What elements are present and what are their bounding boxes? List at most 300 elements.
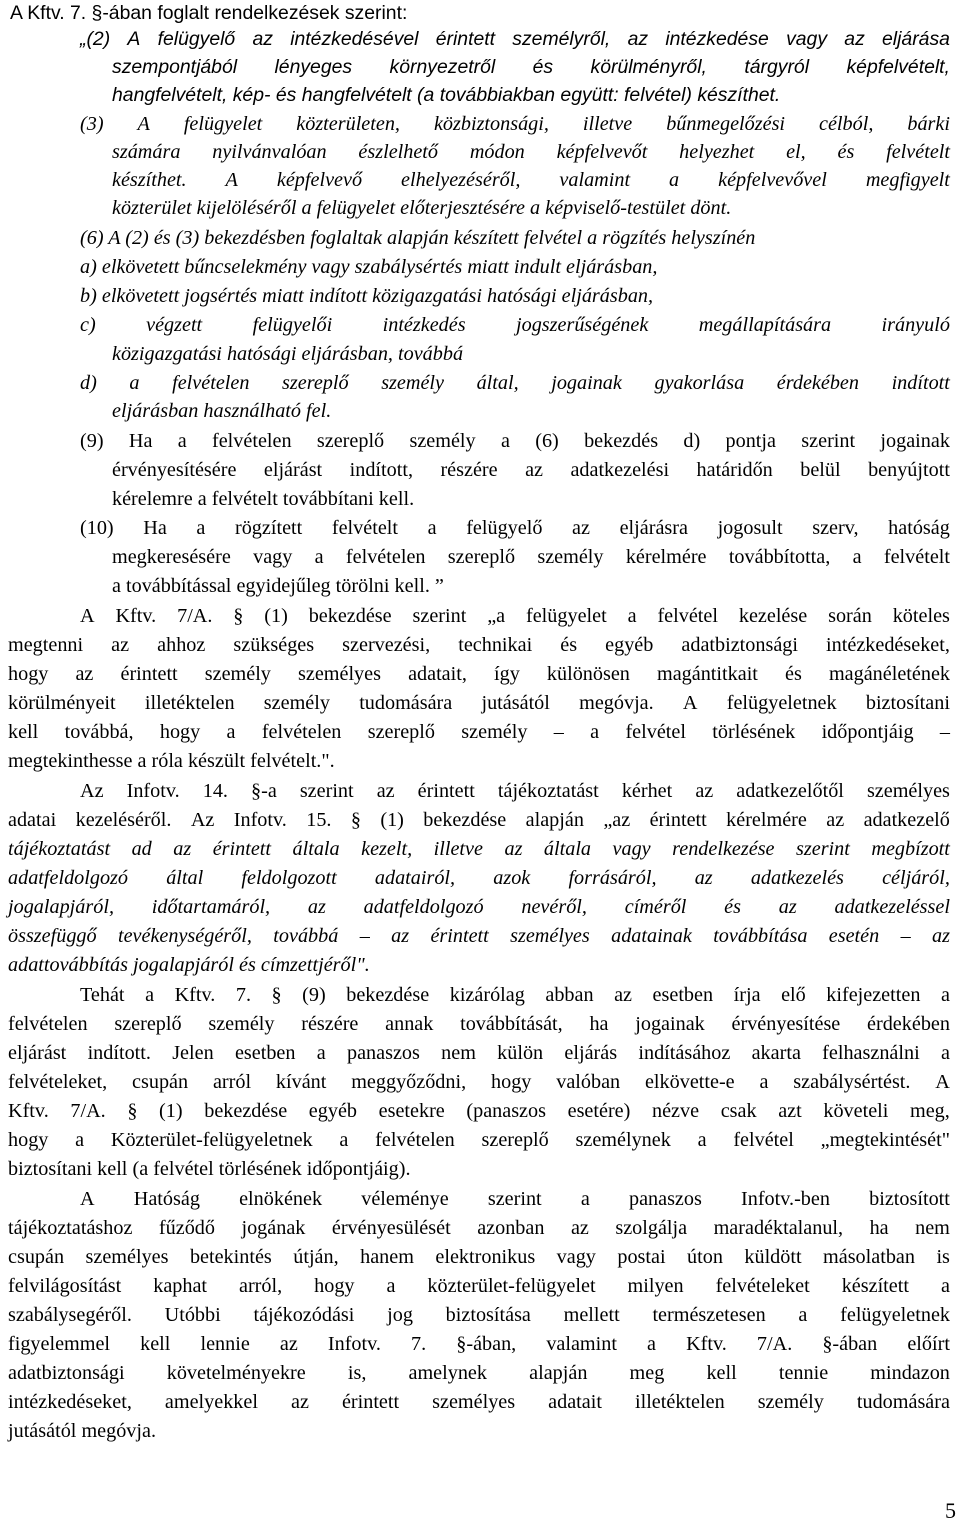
word: meg xyxy=(629,1362,665,1384)
word: amelynek xyxy=(408,1362,487,1384)
word: fűződő xyxy=(158,1217,215,1239)
text-line: jutásától megóvja. xyxy=(8,1420,157,1442)
word: vagy xyxy=(556,1246,596,1268)
word: ad xyxy=(131,838,152,860)
word: a xyxy=(590,721,600,743)
word: – xyxy=(939,721,950,743)
word: vagy xyxy=(253,546,293,568)
word: belül xyxy=(800,459,841,481)
word: tevékenységéről, xyxy=(117,925,252,947)
word: intézkedéseket, xyxy=(8,1391,132,1413)
word: címéről xyxy=(624,896,687,918)
word: hogy xyxy=(491,1071,532,1093)
text-line xyxy=(8,1215,950,1242)
word: vagy xyxy=(786,28,828,50)
word: felvételt xyxy=(886,141,950,163)
word: adatkezelés xyxy=(750,867,844,889)
word: a xyxy=(196,517,206,539)
word: a xyxy=(940,984,950,1006)
word: felvételen xyxy=(8,1013,88,1035)
word: felügyelői xyxy=(252,314,333,336)
word: jog xyxy=(387,1304,413,1326)
word: A xyxy=(80,1188,95,1210)
word: felvétel xyxy=(625,721,686,743)
word: tájékoztatást xyxy=(8,838,111,860)
text-line xyxy=(8,1127,950,1154)
word: a xyxy=(314,546,324,568)
word: megkeresésére xyxy=(112,546,231,568)
word: – xyxy=(359,925,370,947)
word: is, xyxy=(347,1362,367,1384)
word: az xyxy=(279,1333,298,1355)
word: szereplő xyxy=(114,1013,182,1035)
word: kell xyxy=(706,1362,737,1384)
text-line xyxy=(80,312,950,339)
word: megállapítására xyxy=(698,314,832,336)
text-line xyxy=(8,1040,950,1067)
word: (10) xyxy=(80,517,114,539)
word: személy xyxy=(204,663,271,685)
word: megóvja. xyxy=(579,692,654,714)
word: azt xyxy=(778,1100,802,1122)
word: feldolgozott xyxy=(241,867,337,889)
word: helyezhet xyxy=(679,141,755,163)
word: arról xyxy=(212,1071,252,1093)
word: érintett xyxy=(417,780,475,802)
word: érintett xyxy=(120,663,178,685)
word: általa xyxy=(292,838,340,860)
word: köteles xyxy=(892,605,950,627)
word: kifejezetten xyxy=(826,984,921,1006)
word: útján, xyxy=(293,1246,339,1268)
word: érintett xyxy=(212,838,272,860)
word: külön xyxy=(497,1042,544,1064)
text-line xyxy=(8,1244,950,1271)
word: forrásáról, xyxy=(568,867,657,889)
word: eljárást xyxy=(263,459,323,481)
word: az xyxy=(614,984,633,1006)
word: adatfeldolgozó xyxy=(8,867,129,889)
word: benyújtott xyxy=(868,459,950,481)
text-line xyxy=(112,139,950,166)
text-line xyxy=(8,690,950,717)
text-line xyxy=(8,894,950,921)
word: jogainak xyxy=(635,1013,705,1035)
word: személyes xyxy=(298,663,381,685)
word: és xyxy=(785,663,802,685)
word: közterület-felügyelet xyxy=(427,1275,596,1297)
word: A xyxy=(137,113,150,135)
word: megfigyelt xyxy=(865,169,950,191)
word: felvétel xyxy=(657,605,718,627)
word: felvilágosítást xyxy=(8,1275,122,1297)
word: a xyxy=(339,1129,349,1151)
word: hogy xyxy=(8,663,49,685)
word: a xyxy=(129,372,140,394)
text-line xyxy=(8,1011,950,1038)
page-number: 5 xyxy=(945,1498,956,1523)
word: érvényesülését xyxy=(331,1217,451,1239)
word: hogy xyxy=(159,721,201,743)
word: az xyxy=(173,838,192,860)
text-line: a) elkövetett bűncselekmény vagy szabálysértés miatt indult eljárásban, xyxy=(80,256,658,278)
word: csupán xyxy=(8,1246,65,1268)
word: a xyxy=(798,1304,808,1326)
word: szabálysegéről. xyxy=(8,1304,132,1326)
word: különösen xyxy=(546,663,630,685)
word: el, xyxy=(786,141,806,163)
word: szereplő xyxy=(481,1129,549,1151)
word: így xyxy=(494,663,520,685)
word: határidőn xyxy=(696,459,773,481)
word: adatkezelési xyxy=(570,459,670,481)
word: Tehát xyxy=(80,984,125,1006)
word: bárki xyxy=(907,113,950,135)
word: végzett xyxy=(146,314,203,336)
word: felügyeletnek xyxy=(726,692,837,714)
word: továbbította, xyxy=(728,546,831,568)
word: § xyxy=(233,605,244,627)
word: készített xyxy=(841,1275,909,1297)
word: technikai xyxy=(458,634,533,656)
word: (1) xyxy=(380,809,404,831)
text-line xyxy=(80,603,950,630)
word: szolgálja xyxy=(615,1217,688,1239)
word: érintett xyxy=(341,1391,400,1413)
word: a xyxy=(580,1188,590,1210)
word: elnökének xyxy=(239,1188,323,1210)
word: illetéktelen xyxy=(144,692,235,714)
word: eljárás xyxy=(564,1042,618,1064)
word: is xyxy=(936,1246,950,1268)
word: irányuló xyxy=(881,314,950,336)
word: továbbá xyxy=(273,925,339,947)
word: 7/A. xyxy=(177,605,213,627)
word: panaszos xyxy=(347,1042,420,1064)
word: körülményről, xyxy=(590,56,707,78)
word: a xyxy=(627,605,637,627)
word: biztosítása xyxy=(445,1304,531,1326)
word: nem xyxy=(915,1217,950,1239)
word: felvételen xyxy=(261,721,342,743)
word: esetben xyxy=(234,1042,296,1064)
word: készíthet. xyxy=(112,169,187,191)
word: „az xyxy=(603,809,631,831)
word: mellett xyxy=(563,1304,620,1326)
word: Kftv. xyxy=(686,1333,727,1355)
word: személy xyxy=(537,546,604,568)
word: „a xyxy=(487,605,506,627)
word: intézkedése xyxy=(665,28,769,50)
word: „(2) xyxy=(80,28,111,50)
word: adatait, xyxy=(408,663,467,685)
word: (1) xyxy=(159,1100,183,1122)
word: betekintés xyxy=(189,1246,272,1268)
text-line: adattovábbítás jogalapjáról és címzettjéről". xyxy=(8,954,370,976)
word: felhasználni xyxy=(822,1042,920,1064)
word: az xyxy=(932,925,950,947)
word: szerint xyxy=(299,780,354,802)
word: felvételen xyxy=(345,546,426,568)
word: a xyxy=(75,1129,85,1151)
word: tennie xyxy=(778,1362,829,1384)
word: amelyekkel xyxy=(164,1391,258,1413)
word: a xyxy=(647,1333,656,1355)
text-line: (6) A (2) és (3) bekezdésben foglaltak alapján készített felvétel a rögzítés helyszínén xyxy=(80,227,756,249)
word: Az xyxy=(80,780,104,802)
word: 7. xyxy=(235,984,251,1006)
word: A xyxy=(935,1071,950,1093)
word: magántitkait xyxy=(657,663,758,685)
word: a xyxy=(145,984,155,1006)
word: A xyxy=(80,605,95,627)
word: Infotv. xyxy=(233,809,287,831)
word: a xyxy=(177,430,187,452)
word: képfelvevővel xyxy=(718,169,827,191)
word: felvételen xyxy=(375,1129,455,1151)
word: úton xyxy=(687,1246,723,1268)
text-line xyxy=(8,1302,950,1329)
word: észlelhető xyxy=(358,141,439,163)
word: az xyxy=(111,634,130,656)
text-line xyxy=(80,515,950,542)
word: személyes xyxy=(85,1246,169,1268)
text-line xyxy=(80,26,950,53)
word: elhelyezéséről, xyxy=(401,169,521,191)
word: a xyxy=(386,1275,396,1297)
word: kaphat xyxy=(153,1275,208,1297)
word: adatkezelő xyxy=(863,809,950,831)
word: felvételen xyxy=(212,430,292,452)
word: valamint xyxy=(559,169,631,191)
word: kezeléséről. xyxy=(75,809,172,831)
word: annak xyxy=(385,1013,434,1035)
text-line xyxy=(8,836,950,863)
word: módon xyxy=(469,141,525,163)
word: továbbítása xyxy=(713,925,808,947)
text-line xyxy=(8,632,950,659)
word: A xyxy=(225,169,238,191)
word: egyéb xyxy=(605,634,654,656)
word: szervezési, xyxy=(342,634,431,656)
word: figyelemmel xyxy=(8,1333,111,1355)
word: hogy xyxy=(314,1275,355,1297)
word: bekezdése xyxy=(346,984,430,1006)
word: által xyxy=(166,867,204,889)
word: felügyelet xyxy=(183,113,263,135)
word: hatóság xyxy=(888,517,950,539)
word: indításához xyxy=(638,1042,731,1064)
word: bűnmegelőzési xyxy=(666,113,786,135)
word: §-ában xyxy=(822,1333,878,1355)
word: postai xyxy=(617,1246,666,1268)
word: a xyxy=(226,721,236,743)
word: Ha xyxy=(143,517,167,539)
word: (3) xyxy=(80,113,104,135)
word: jogosult xyxy=(717,517,783,539)
text-line xyxy=(8,807,950,834)
word: személy xyxy=(409,430,476,452)
word: a xyxy=(669,169,680,191)
text-line: közigazgatási hatósági eljárásban, továbbá xyxy=(112,343,464,365)
word: kívánt xyxy=(275,1071,327,1093)
word: továbbítását, xyxy=(460,1013,563,1035)
word: jutásától xyxy=(481,692,550,714)
word: azok xyxy=(493,867,531,889)
word: során xyxy=(828,605,872,627)
word: nyilvánvalóan xyxy=(212,141,327,163)
word: felvétel xyxy=(733,1129,794,1151)
word: az xyxy=(307,896,326,918)
word: „megtekintését" xyxy=(820,1129,950,1151)
word: és xyxy=(560,634,578,656)
word: személy xyxy=(381,372,444,394)
text-line xyxy=(112,544,950,571)
word: szerint xyxy=(412,605,467,627)
word: követelményekre xyxy=(166,1362,306,1384)
word: elkövette-e xyxy=(644,1071,735,1093)
word: § xyxy=(127,1100,138,1122)
word: indított xyxy=(891,372,950,394)
word: részére xyxy=(301,1013,359,1035)
text-line: A Kftv. 7. §-ában foglalt rendelkezések szerint: xyxy=(10,2,408,24)
word: szükséges xyxy=(233,634,315,656)
word: rendelkezése xyxy=(672,838,775,860)
word: érdekében xyxy=(867,1013,950,1035)
word: – xyxy=(553,721,564,743)
word: (panaszos xyxy=(466,1100,546,1122)
text-line xyxy=(112,167,950,194)
word: időpontjáig xyxy=(821,721,914,743)
text-line: hangfelvételt, kép- és hangfelvételt (a továbbiakban együtt: felvétel) készíthet. xyxy=(112,84,781,106)
text-line xyxy=(8,719,950,746)
word: közterületen, xyxy=(296,113,400,135)
word: személynek xyxy=(575,1129,671,1151)
word: tájékoztatást xyxy=(497,780,599,802)
word: megtenni xyxy=(8,634,84,656)
word: rögzített xyxy=(234,517,303,539)
word: érdekében xyxy=(776,372,859,394)
word: 7/A. xyxy=(70,1100,106,1122)
word: A xyxy=(127,28,141,50)
word: mindazon xyxy=(870,1362,950,1384)
word: adatkezelőtől xyxy=(736,780,844,802)
word: küldött xyxy=(744,1246,802,1268)
word: hogy xyxy=(8,1129,49,1151)
word: panaszos xyxy=(628,1188,702,1210)
word: az xyxy=(844,28,865,50)
word: nevéről, xyxy=(521,896,587,918)
word: az xyxy=(525,459,543,481)
word: tájékozódási xyxy=(253,1304,355,1326)
word: kizárólag xyxy=(449,984,525,1006)
word: továbbá, xyxy=(64,721,134,743)
word: az xyxy=(694,867,713,889)
text-line: közterület kijelöléséről a felügyelet előterjesztésére a képviselő-testület dönt. xyxy=(112,197,732,219)
word: személyes xyxy=(432,1391,516,1413)
word: kérhet xyxy=(621,780,673,802)
word: Utóbbi xyxy=(164,1304,221,1326)
word: § xyxy=(350,809,361,831)
word: adatkezeléssel xyxy=(834,896,950,918)
text-line xyxy=(80,982,950,1009)
word: akarta xyxy=(751,1042,801,1064)
word: intézkedés xyxy=(382,314,466,336)
word: felügyeletnek xyxy=(840,1304,950,1326)
text-line xyxy=(80,778,950,805)
word: képfelvételt, xyxy=(846,56,950,78)
word: adatait xyxy=(548,1391,602,1413)
text-line xyxy=(8,1389,950,1416)
word: az xyxy=(627,28,649,50)
text-line: b) elkövetett jogsértés miatt indított közigazgatási hatósági eljárásban, xyxy=(80,285,654,307)
word: bekezdése xyxy=(204,1100,288,1122)
word: kell xyxy=(140,1333,171,1355)
word: vagy xyxy=(612,838,651,860)
word: részére xyxy=(440,459,498,481)
word: egyéb xyxy=(308,1100,357,1122)
word: adatainak xyxy=(611,925,692,947)
word: maradéktalanul, xyxy=(713,1217,844,1239)
text-line: eljárásban használható fel. xyxy=(112,400,332,422)
word: adatairól, xyxy=(374,867,456,889)
word: eljárást xyxy=(8,1042,67,1064)
word: szereplő xyxy=(447,546,516,568)
text-line: a továbbítással egyidejűleg törölni kell. ” xyxy=(112,575,444,597)
word: az xyxy=(391,925,410,947)
word: az xyxy=(695,780,714,802)
word: kérelmére xyxy=(726,809,807,831)
word: szerint xyxy=(801,430,856,452)
word: gyakorlása xyxy=(654,372,745,394)
word: szerint xyxy=(487,1188,542,1210)
text-line xyxy=(8,1331,950,1358)
word: szerv, xyxy=(812,517,859,539)
word: § xyxy=(271,984,282,1006)
word: (9) xyxy=(80,430,104,452)
word: esetére) xyxy=(567,1100,631,1122)
word: érintett xyxy=(649,809,707,831)
word: másolatban xyxy=(823,1246,915,1268)
word: jogszerűségének xyxy=(516,314,649,336)
word: szereplő xyxy=(367,721,435,743)
word: jogainak xyxy=(551,372,622,394)
word: d) xyxy=(683,430,701,452)
text-line xyxy=(8,865,950,892)
word: összefüggő xyxy=(8,925,97,947)
word: környezetről xyxy=(389,56,496,78)
word: csak xyxy=(720,1100,757,1122)
word: természetesen xyxy=(652,1304,766,1326)
word: 14. xyxy=(202,780,228,802)
word: az xyxy=(504,838,523,860)
word: az xyxy=(572,517,590,539)
word: Az xyxy=(190,809,215,831)
word: a xyxy=(759,1071,769,1093)
text-line xyxy=(112,457,950,484)
word: adatai xyxy=(8,809,57,831)
word: bekezdés xyxy=(584,430,659,452)
word: csupán xyxy=(132,1071,189,1093)
word: az xyxy=(826,809,845,831)
word: arról, xyxy=(239,1275,283,1297)
word: jogalapjáról, xyxy=(8,896,114,918)
text-line xyxy=(8,1360,950,1387)
word: A xyxy=(682,692,698,714)
word: ha xyxy=(869,1217,889,1239)
word: személyes xyxy=(510,925,590,947)
word: (6) xyxy=(535,430,559,452)
